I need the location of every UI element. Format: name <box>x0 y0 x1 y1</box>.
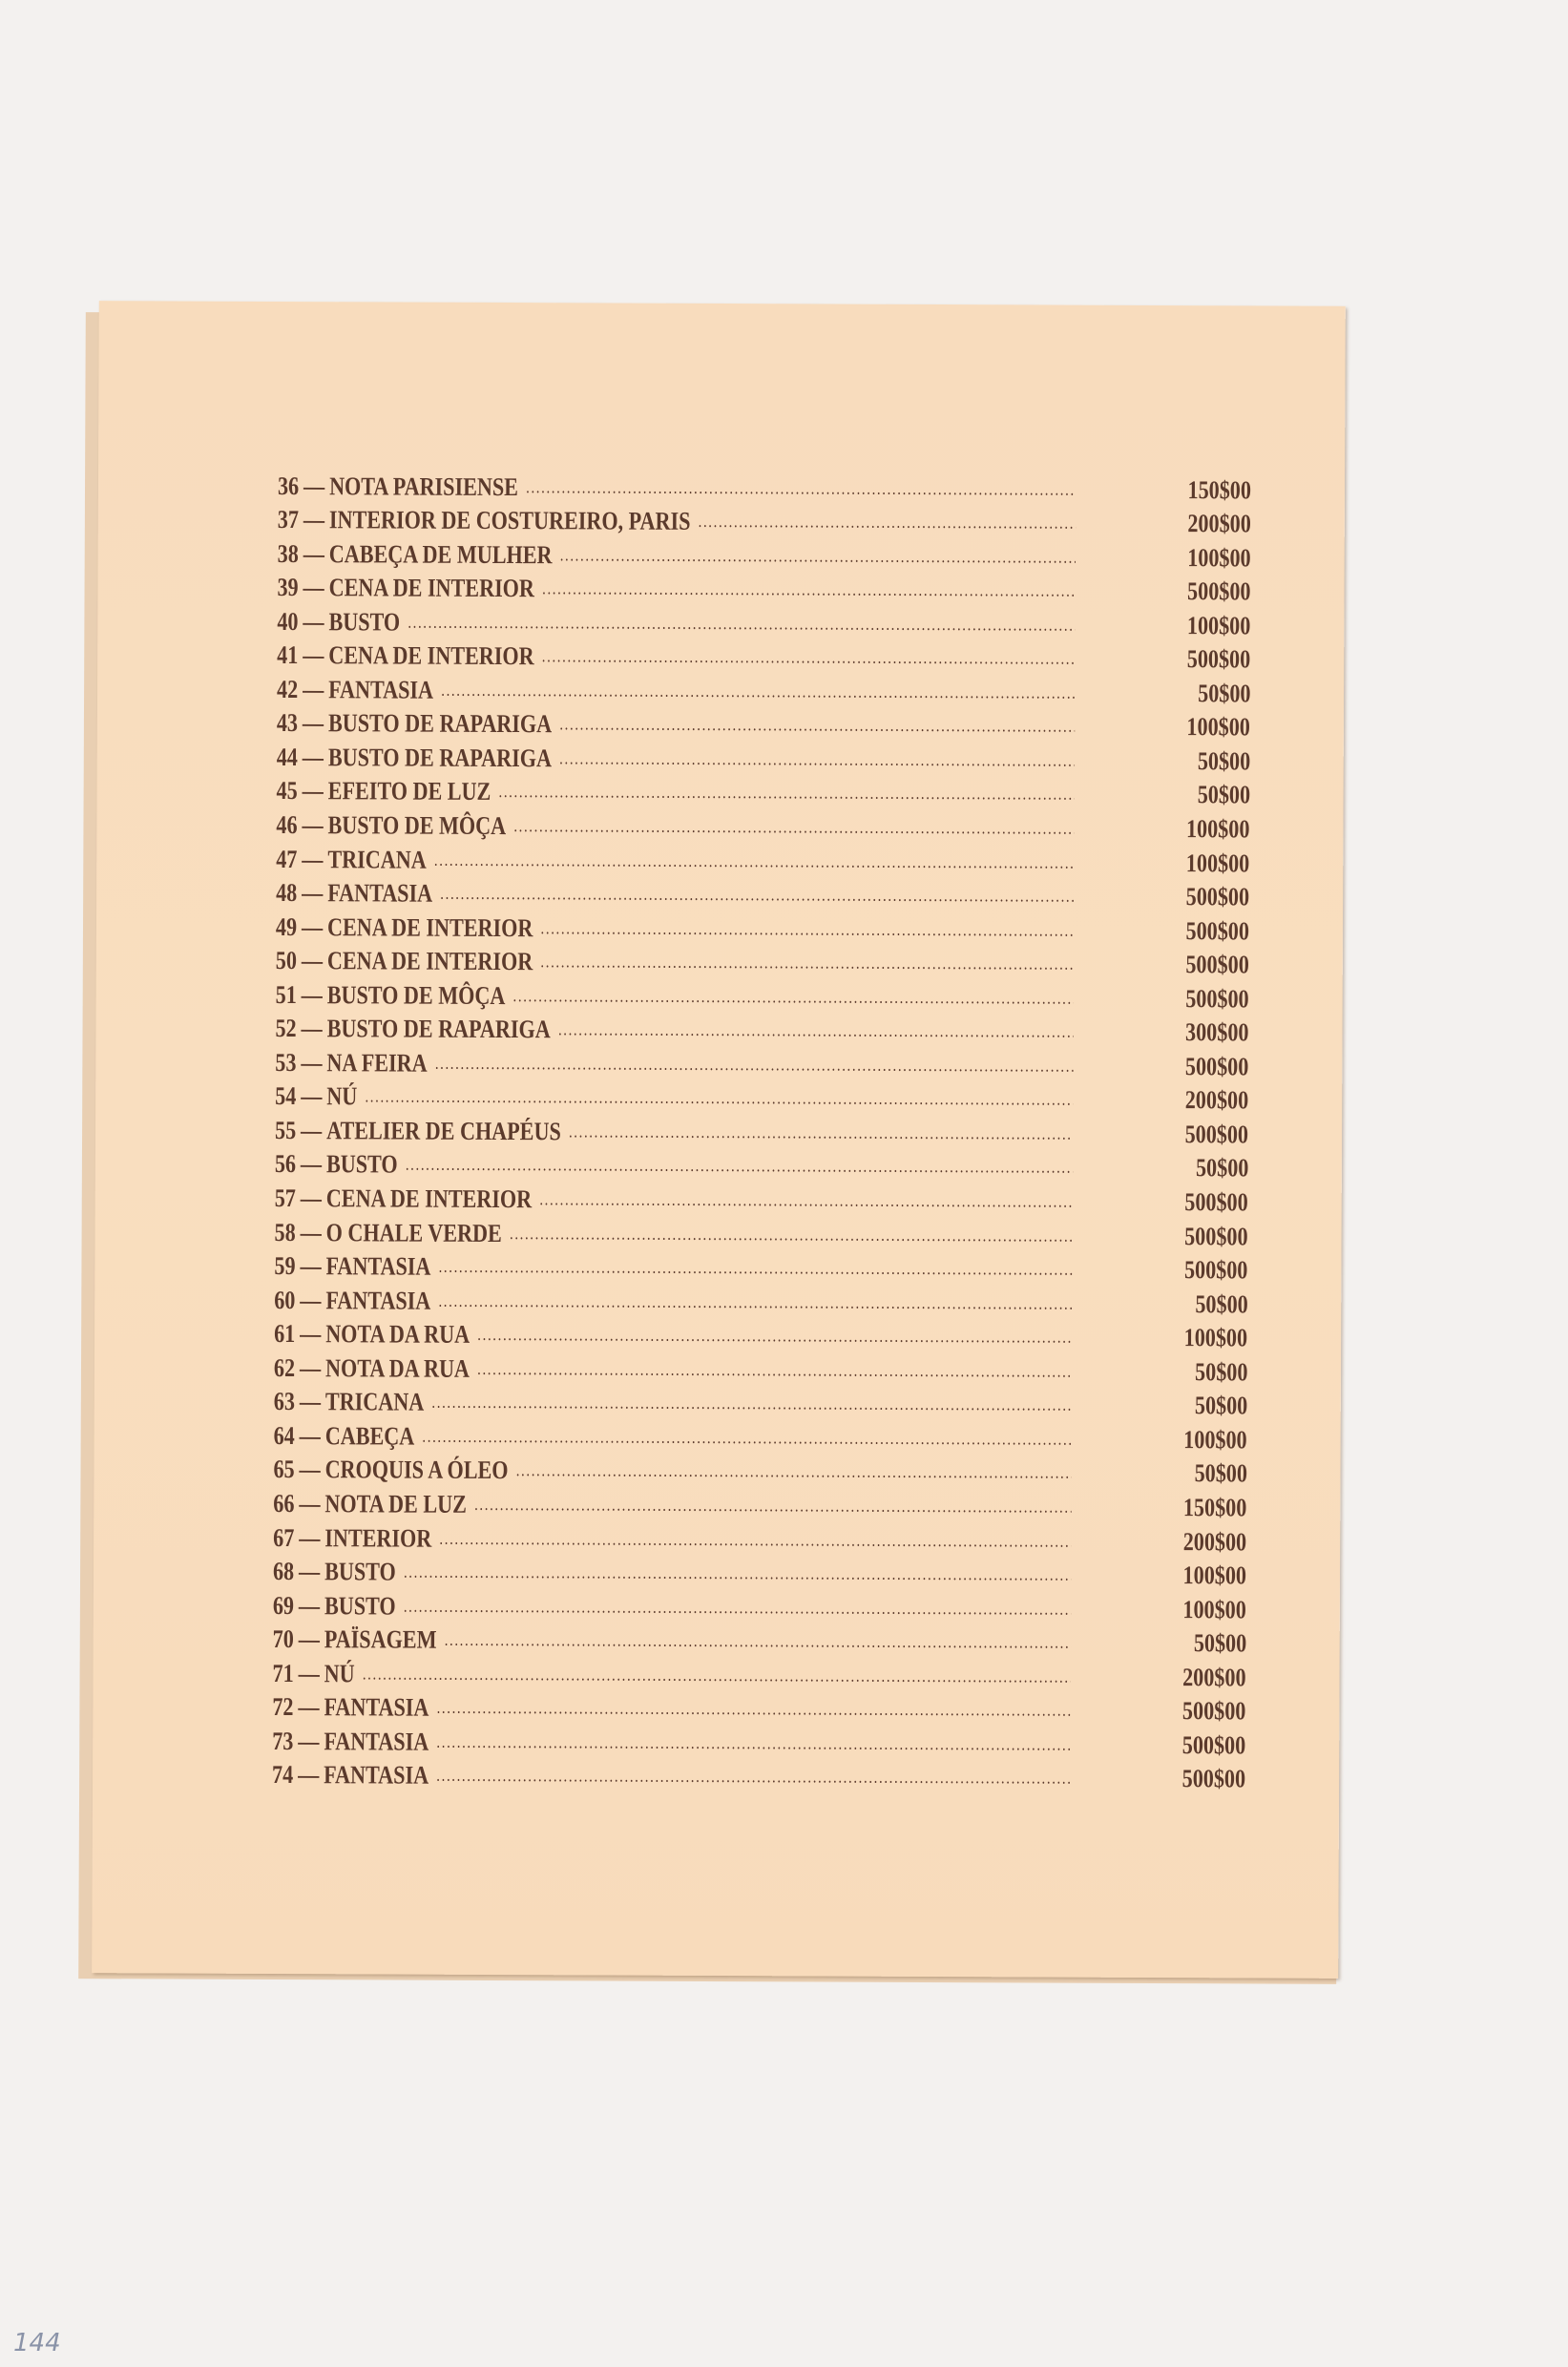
entry-number: 57 <box>274 1184 296 1213</box>
catalogue-entry <box>273 1551 1246 1589</box>
catalogue-entry <box>272 1653 1245 1691</box>
catalogue-entry <box>276 974 1249 1013</box>
dot-leader <box>436 1727 1070 1758</box>
entry-price: 200$00 <box>1184 1085 1249 1115</box>
catalogue-entry <box>275 1110 1248 1148</box>
entry-label <box>272 1727 1071 1759</box>
entry-label <box>275 1218 1074 1250</box>
dot-leader <box>477 1320 1072 1351</box>
entry-dash: — <box>302 743 324 772</box>
catalogue-entry <box>275 1178 1248 1216</box>
entry-number: 61 <box>274 1319 296 1349</box>
entry-dash: — <box>298 1658 320 1687</box>
entry-label <box>274 1387 1073 1419</box>
entry-title: BUSTO <box>328 606 401 637</box>
entry-dash: — <box>301 1081 323 1111</box>
entry-number: 66 <box>273 1488 295 1519</box>
entry-dash: — <box>298 1760 320 1790</box>
entry-price: 500$00 <box>1185 983 1249 1014</box>
entry-price: 500$00 <box>1186 644 1251 674</box>
entry-price: 100$00 <box>1183 1323 1248 1352</box>
entry-price: 100$00 <box>1186 610 1251 640</box>
entry-price: 50$00 <box>1197 746 1250 776</box>
entry-label <box>272 1692 1071 1725</box>
dot-leader <box>559 744 1075 774</box>
dot-leader <box>699 507 1077 537</box>
dot-leader <box>431 1388 1072 1419</box>
entry-dash: — <box>299 1557 321 1586</box>
entry-title: CENA DE INTERIOR <box>327 911 533 942</box>
entry-dash: — <box>303 674 324 704</box>
entry-label <box>277 573 1076 605</box>
entry-number: 55 <box>274 1115 297 1145</box>
entry-price: 100$00 <box>1185 814 1250 844</box>
dot-leader <box>498 777 1075 808</box>
entry-dash: — <box>298 1590 321 1620</box>
catalogue-entry <box>276 805 1249 843</box>
entry-price: 500$00 <box>1184 1051 1249 1081</box>
catalogue-entry <box>277 737 1250 775</box>
entry-title: TRICANA <box>327 844 427 874</box>
entry-number: 50 <box>275 946 298 975</box>
entry-number: 54 <box>275 1081 297 1111</box>
dot-leader <box>542 574 1076 604</box>
entry-label <box>274 1251 1073 1284</box>
catalogue-entry <box>278 466 1251 504</box>
entry-number: 64 <box>273 1420 295 1450</box>
entry-title: CROQUIS A ÓLEO <box>324 1455 509 1485</box>
entry-title: CENA DE INTERIOR <box>326 946 533 976</box>
entry-title: TRICANA <box>324 1387 425 1416</box>
dot-leader <box>363 1659 1071 1690</box>
entry-title: NOTA PARISIENSE <box>329 471 519 501</box>
catalogue-entry <box>273 1585 1246 1623</box>
dot-leader <box>539 1184 1073 1215</box>
entry-number: 69 <box>272 1590 295 1620</box>
entry-number: 37 <box>277 505 300 534</box>
entry-label <box>276 810 1075 843</box>
entry-number: 73 <box>272 1726 294 1755</box>
catalogue-list <box>272 466 1251 1793</box>
entry-price: 50$00 <box>1194 1391 1247 1420</box>
entry-label <box>275 1116 1074 1148</box>
entry-title: FANTASIA <box>324 1760 429 1791</box>
entry-price: 500$00 <box>1185 882 1250 911</box>
entry-number: 60 <box>274 1285 296 1314</box>
entry-label <box>276 912 1075 945</box>
dot-leader <box>513 811 1075 843</box>
entry-number: 53 <box>275 1047 297 1077</box>
catalogue-entry <box>275 1144 1248 1183</box>
entry-price: 50$00 <box>1194 1356 1248 1387</box>
entry-dash: — <box>299 1352 322 1382</box>
dot-leader <box>542 641 1076 672</box>
catalogue-entry <box>275 1212 1248 1250</box>
dot-leader <box>408 607 1076 639</box>
entry-label <box>272 1659 1071 1691</box>
entry-label <box>277 743 1076 775</box>
dot-leader <box>474 1490 1072 1521</box>
dot-leader <box>365 1082 1073 1114</box>
catalogue-entry <box>274 1246 1247 1285</box>
entry-dash: — <box>303 505 325 534</box>
entry-label <box>275 1149 1074 1182</box>
catalogue-entry <box>276 839 1249 877</box>
entry-label <box>274 1421 1073 1454</box>
catalogue-entry <box>276 907 1249 945</box>
entry-price: 100$00 <box>1187 542 1251 573</box>
entry-dash: — <box>300 1149 323 1179</box>
entry-number: 48 <box>276 878 298 908</box>
catalogue-entry <box>276 873 1249 911</box>
entry-number: 56 <box>274 1149 297 1179</box>
dot-leader <box>435 1049 1074 1080</box>
entry-number: 47 <box>276 844 298 873</box>
entry-label <box>277 708 1076 741</box>
entry-price: 200$00 <box>1182 1526 1247 1556</box>
dot-leader <box>438 1286 1072 1317</box>
entry-label <box>272 1760 1071 1792</box>
catalogue-entry <box>272 1721 1245 1759</box>
catalogue-entry <box>275 1009 1248 1047</box>
catalogue-entry <box>277 568 1250 606</box>
entry-price: 50$00 <box>1197 679 1251 708</box>
entry-title: FANTASIA <box>324 1726 429 1756</box>
entry-label <box>277 640 1076 673</box>
entry-price: 50$00 <box>1194 1288 1248 1319</box>
entry-dash: — <box>303 606 324 636</box>
dot-leader <box>510 1219 1073 1250</box>
entry-price: 500$00 <box>1181 1729 1246 1760</box>
entry-dash: — <box>302 810 324 840</box>
entry-title: CABEÇA DE MULHER <box>328 538 553 569</box>
entry-number: 51 <box>275 979 297 1009</box>
entry-price: 200$00 <box>1182 1662 1246 1692</box>
handwritten-page-number: 144 <box>13 2329 61 2357</box>
dot-leader <box>560 540 1076 571</box>
entry-dash: — <box>303 640 324 670</box>
dot-leader <box>558 1016 1074 1046</box>
entry-dash: — <box>301 946 324 975</box>
catalogue-entry <box>274 1382 1247 1420</box>
entry-dash: — <box>301 911 324 941</box>
catalogue-page <box>92 301 1346 1979</box>
dot-leader <box>569 1117 1074 1147</box>
catalogue-entry <box>274 1280 1247 1318</box>
entry-dash: — <box>301 1014 323 1043</box>
entry-label <box>276 980 1075 1013</box>
catalogue-entry <box>278 534 1251 572</box>
catalogue-entry <box>277 601 1250 639</box>
catalogue-entry <box>272 1687 1245 1726</box>
catalogue-entry <box>277 636 1250 674</box>
entry-label <box>275 1081 1074 1114</box>
entry-dash: — <box>299 1455 321 1484</box>
entry-number: 49 <box>275 911 298 941</box>
entry-number: 39 <box>277 573 299 602</box>
dot-leader <box>439 1523 1071 1555</box>
entry-label <box>278 471 1077 504</box>
entry-label <box>275 1184 1074 1216</box>
catalogue-entry <box>275 1042 1248 1080</box>
entry-label <box>273 1522 1072 1555</box>
entry-number: 43 <box>276 708 299 738</box>
entry-title: BUSTO <box>324 1590 396 1621</box>
entry-dash: — <box>299 1420 321 1451</box>
entry-dash: — <box>301 1047 323 1078</box>
entry-number: 65 <box>273 1455 295 1484</box>
entry-label <box>276 878 1075 911</box>
catalogue-entry <box>275 1077 1248 1115</box>
catalogue-entry <box>273 1620 1246 1658</box>
entry-dash: — <box>301 979 323 1009</box>
entry-dash: — <box>303 573 324 602</box>
entry-number: 68 <box>272 1557 295 1586</box>
catalogue-entry <box>274 1415 1247 1454</box>
entry-label <box>275 1048 1074 1080</box>
catalogue-entry <box>274 1314 1247 1352</box>
catalogue-entry <box>273 1483 1246 1521</box>
dot-leader <box>422 1422 1072 1454</box>
entry-title: NOTA DA RUA <box>325 1319 470 1350</box>
entry-price: 100$00 <box>1182 1594 1246 1624</box>
entry-title: BUSTO <box>324 1557 396 1586</box>
catalogue-entry <box>276 941 1249 979</box>
entry-number: 58 <box>274 1217 296 1246</box>
dot-leader <box>477 1354 1072 1386</box>
entry-label <box>273 1489 1072 1521</box>
entry-label <box>273 1624 1072 1657</box>
entry-number: 46 <box>276 809 298 840</box>
entry-price: 500$00 <box>1185 915 1250 946</box>
entry-dash: — <box>302 708 324 738</box>
entry-price: 50$00 <box>1195 1153 1248 1183</box>
entry-label <box>276 845 1075 877</box>
catalogue-entry <box>272 1755 1245 1793</box>
entry-dash: — <box>303 471 325 500</box>
entry-title: PAÏSAGEM <box>324 1624 437 1654</box>
entry-title: FANTASIA <box>325 1285 431 1315</box>
catalogue-entry <box>277 771 1250 809</box>
entry-label <box>273 1455 1072 1487</box>
entry-price: 50$00 <box>1194 1458 1247 1488</box>
entry-title: FANTASIA <box>324 1692 429 1722</box>
entry-number: 52 <box>275 1014 297 1043</box>
entry-price: 500$00 <box>1184 1221 1248 1250</box>
dot-leader <box>404 1591 1072 1623</box>
entry-number: 72 <box>272 1692 294 1722</box>
dot-leader <box>513 981 1075 1013</box>
entry-dash: — <box>303 538 324 568</box>
entry-number: 40 <box>277 606 299 636</box>
entry-title: O CHALE VERDE <box>325 1217 502 1247</box>
catalogue-entry <box>273 1450 1246 1488</box>
dot-leader <box>559 710 1075 741</box>
entry-price: 500$00 <box>1183 1255 1248 1285</box>
entry-label <box>274 1353 1073 1386</box>
entry-price: 100$00 <box>1183 1424 1247 1455</box>
entry-number: 70 <box>272 1624 294 1654</box>
catalogue-entry <box>278 500 1251 538</box>
dot-leader <box>445 1625 1072 1657</box>
entry-dash: — <box>300 1319 322 1349</box>
dot-leader <box>441 676 1075 707</box>
entry-price: 500$00 <box>1187 576 1251 606</box>
entry-price: 100$00 <box>1186 712 1250 742</box>
entry-dash: — <box>299 1489 321 1519</box>
entry-label <box>277 607 1076 639</box>
entry-dash: — <box>302 878 324 908</box>
catalogue-entry <box>277 669 1250 707</box>
entry-dash: — <box>301 1116 323 1145</box>
entry-title: CENA DE INTERIOR <box>328 573 535 603</box>
entry-dash: — <box>302 776 324 806</box>
entry-number: 67 <box>273 1522 295 1552</box>
entry-title: CENA DE INTERIOR <box>325 1184 533 1214</box>
entry-dash: — <box>298 1726 320 1755</box>
entry-label <box>273 1591 1072 1623</box>
catalogue-entry <box>274 1348 1247 1386</box>
entry-label <box>276 946 1075 978</box>
entry-dash: — <box>298 1624 320 1654</box>
entry-label <box>273 1557 1072 1589</box>
entry-title: BUSTO DE MÔÇA <box>327 810 507 841</box>
entry-label <box>278 539 1077 572</box>
entry-number: 42 <box>276 674 299 703</box>
entry-label <box>278 505 1077 537</box>
entry-label <box>277 675 1076 707</box>
dot-leader <box>541 913 1075 944</box>
entry-dash: — <box>300 1184 322 1213</box>
entry-price: 50$00 <box>1197 780 1250 809</box>
entry-title: NA FEIRA <box>326 1048 428 1078</box>
entry-title: INTERIOR DE COSTUREIRO, PARIS <box>328 505 691 535</box>
dot-leader <box>540 947 1074 977</box>
entry-title: INTERIOR <box>324 1522 432 1553</box>
dot-leader <box>404 1558 1072 1589</box>
entry-title: CENA DE INTERIOR <box>328 640 534 671</box>
entry-dash: — <box>299 1522 321 1552</box>
dot-leader <box>440 879 1074 911</box>
entry-dash: — <box>299 1387 322 1416</box>
dot-leader <box>439 1252 1073 1284</box>
entry-price: 200$00 <box>1187 509 1251 538</box>
entry-label <box>274 1319 1073 1351</box>
entry-title: EFEITO DE LUZ <box>327 776 491 806</box>
dot-leader <box>406 1150 1074 1182</box>
entry-dash: — <box>300 1251 322 1281</box>
entry-price: 150$00 <box>1182 1493 1247 1522</box>
entry-title: BUSTO DE RAPARIGA <box>327 708 553 739</box>
entry-title: NÚ <box>326 1081 358 1111</box>
entry-title: NOTA DE LUZ <box>324 1489 467 1519</box>
dot-leader <box>526 472 1076 504</box>
entry-title: FANTASIA <box>327 878 433 908</box>
entry-dash: — <box>302 844 324 873</box>
entry-label <box>275 1014 1074 1046</box>
entry-label <box>277 776 1076 808</box>
dot-leader <box>437 1693 1071 1725</box>
entry-number: 36 <box>277 471 300 500</box>
entry-price: 150$00 <box>1187 474 1252 504</box>
entry-price: 300$00 <box>1185 1017 1249 1047</box>
entry-title: CABEÇA <box>324 1421 415 1451</box>
entry-title: NÚ <box>324 1658 355 1688</box>
entry-number: 59 <box>274 1251 296 1281</box>
entry-title: FANTASIA <box>328 675 434 704</box>
entry-price: 50$00 <box>1193 1628 1246 1658</box>
entry-number: 38 <box>277 538 299 568</box>
entry-dash: — <box>300 1285 322 1314</box>
entry-title: BUSTO <box>325 1149 398 1180</box>
catalogue-entry <box>273 1518 1246 1556</box>
entry-title: FANTASIA <box>325 1251 431 1281</box>
entry-title: ATELIER DE CHAPÉUS <box>326 1116 561 1146</box>
entry-dash: — <box>300 1217 322 1246</box>
entry-number: 44 <box>276 742 298 771</box>
entry-title: BUSTO DE MÔÇA <box>326 979 506 1010</box>
entry-title: NOTA DA RUA <box>325 1352 470 1383</box>
entry-title: BUSTO DE RAPARIGA <box>327 743 553 773</box>
entry-price: 500$00 <box>1181 1764 1246 1793</box>
entry-number: 41 <box>277 640 299 670</box>
dot-leader <box>436 1761 1070 1792</box>
entry-label <box>274 1286 1073 1318</box>
entry-price: 500$00 <box>1185 950 1249 979</box>
entry-number: 45 <box>276 776 298 806</box>
entry-number: 71 <box>272 1658 294 1687</box>
entry-title: BUSTO DE RAPARIGA <box>326 1014 551 1044</box>
dot-leader <box>516 1456 1072 1487</box>
entry-price: 100$00 <box>1185 848 1250 877</box>
entry-price: 500$00 <box>1184 1120 1249 1149</box>
dot-leader <box>434 845 1075 876</box>
catalogue-entry <box>277 703 1250 742</box>
entry-number: 63 <box>273 1387 296 1416</box>
entry-dash: — <box>298 1692 320 1722</box>
entry-price: 500$00 <box>1181 1696 1246 1726</box>
entry-price: 500$00 <box>1184 1187 1248 1217</box>
entry-number: 62 <box>273 1352 296 1382</box>
entry-price: 100$00 <box>1182 1561 1247 1590</box>
entry-number: 74 <box>272 1760 294 1790</box>
